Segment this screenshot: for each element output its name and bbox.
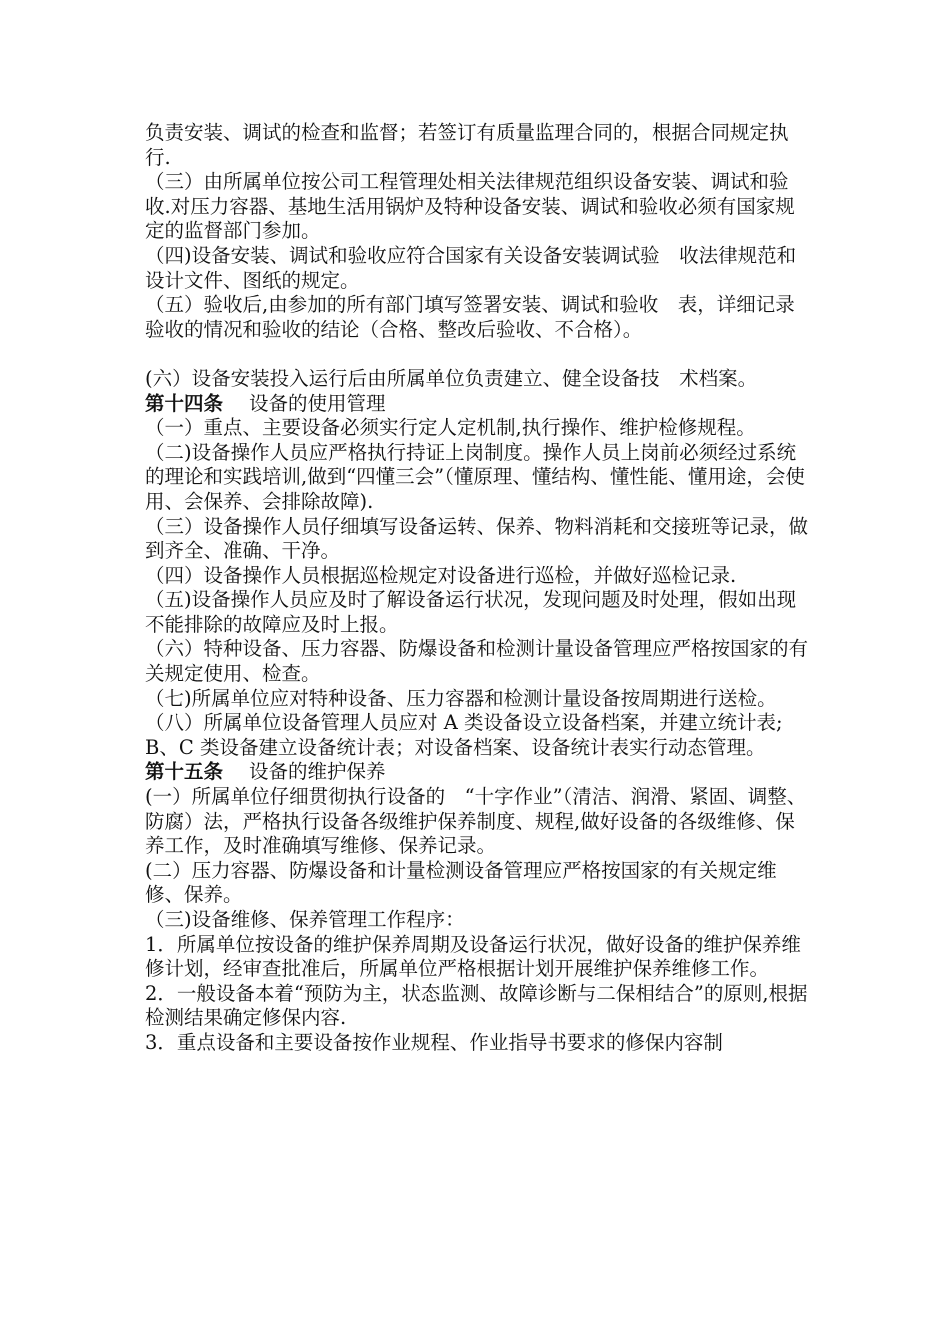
article-number: 第十五条 — [145, 760, 224, 784]
paragraph: (六）设备安装投入运行后由所属单位负责建立、健全设备技 术档案。 — [145, 366, 758, 390]
paragraph: （五)设备操作人员应及时了解设备运行状况，发现问题及时处理，假如出现不能排除的故障应及时上报。 — [145, 588, 797, 636]
paragraph: （六）特种设备、压力容器、防爆设备和检测计量设备管理应严格按国家的有关规定使用、检查。 — [145, 637, 809, 686]
article-title: 设备的使用管理 — [249, 391, 386, 415]
paragraph: (二）压力容器、防爆设备和计量检测设备管理应严格按国家的有关规定维修、保养。 — [145, 858, 777, 907]
blank-line — [145, 342, 810, 367]
paragraph: （四)设备安装、调试和验收应符合国家有关设备安装调试验 收法律规范和设计文件、图纸的规定。 — [145, 243, 797, 292]
paragraph: 1．所属单位按设备的维护保养周期及设备运行状况，做好设备的维护保养维修计划，经审查批准后，所属单位严格根据计划开展维护保养维修工作。 — [145, 932, 801, 981]
paragraph: （三）设备操作人员仔细填写设备运转、保养、物料消耗和交接班等记录，做到齐全、准确、干净。 — [145, 514, 809, 563]
paragraph: (一）所属单位仔细贯彻执行设备的 “十字作业”（清洁、润滑、紧固、调整、防腐）法，严格执行设备各级维护保养制度、规程,做好设备的各级维修、保养工作，及时准确填写维修、保养记录。 — [145, 785, 807, 858]
paragraph: （三)设备维修、保养管理工作程序： — [145, 908, 465, 931]
article-title: 设备的维护保养 — [249, 760, 386, 784]
document-page — [145, 121, 810, 1056]
article-number: 第十四条 — [145, 391, 224, 415]
paragraph: （一）重点、主要设备必须实行定人定机制,执行操作、维护检修规程。 — [145, 416, 756, 440]
paragraph: （三）由所属单位按公司工程管理处相关法律规范组织设备安装、调试和验收.对压力容器、基地生活用锅炉及特种设备安装、调试和验收必须有国家规定的监督部门参加。 — [145, 170, 795, 243]
paragraph: 3．重点设备和主要设备按作业规程、作业指导书要求的修保内容制 — [145, 1030, 723, 1054]
paragraph: （四）设备操作人员根据巡检规定对设备进行巡检，并做好巡检记录. — [145, 563, 737, 587]
paragraph: （八）所属单位设备管理人员应对 A 类设备设立设备档案，并建立统计表;B、C 类设备建立设备统计表；对设备档案、设备统计表实行动态管理。 — [145, 711, 783, 759]
paragraph: 2．一般设备本着“预防为主，状态监测、故障诊断与二保相结合”的原则,根据检测结果确定修保内容. — [145, 981, 808, 1030]
paragraph: （五）验收后,由参加的所有部门填写签署安装、调试和验收 表，详细记录验收的情况和验收的结论（合格、整改后验收、不合格）。 — [145, 293, 795, 341]
paragraph: （二)设备操作人员应严格执行持证上岗制度。操作人员上岗前必须经过系统的理论和实践培训,做到“四懂三会”（懂原理、懂结构、懂性能、懂用途，会使用、会保养、会排除故障). — [145, 440, 805, 513]
paragraph: （七)所属单位应对特种设备、压力容器和检测计量设备按周期进行送检。 — [145, 686, 777, 710]
article-heading-14 — [145, 392, 810, 417]
paragraph: 负责安装、调试的检查和监督；若签订有质量监理合同的，根据合同规定执行. — [145, 121, 789, 169]
article-heading-15 — [145, 760, 810, 785]
